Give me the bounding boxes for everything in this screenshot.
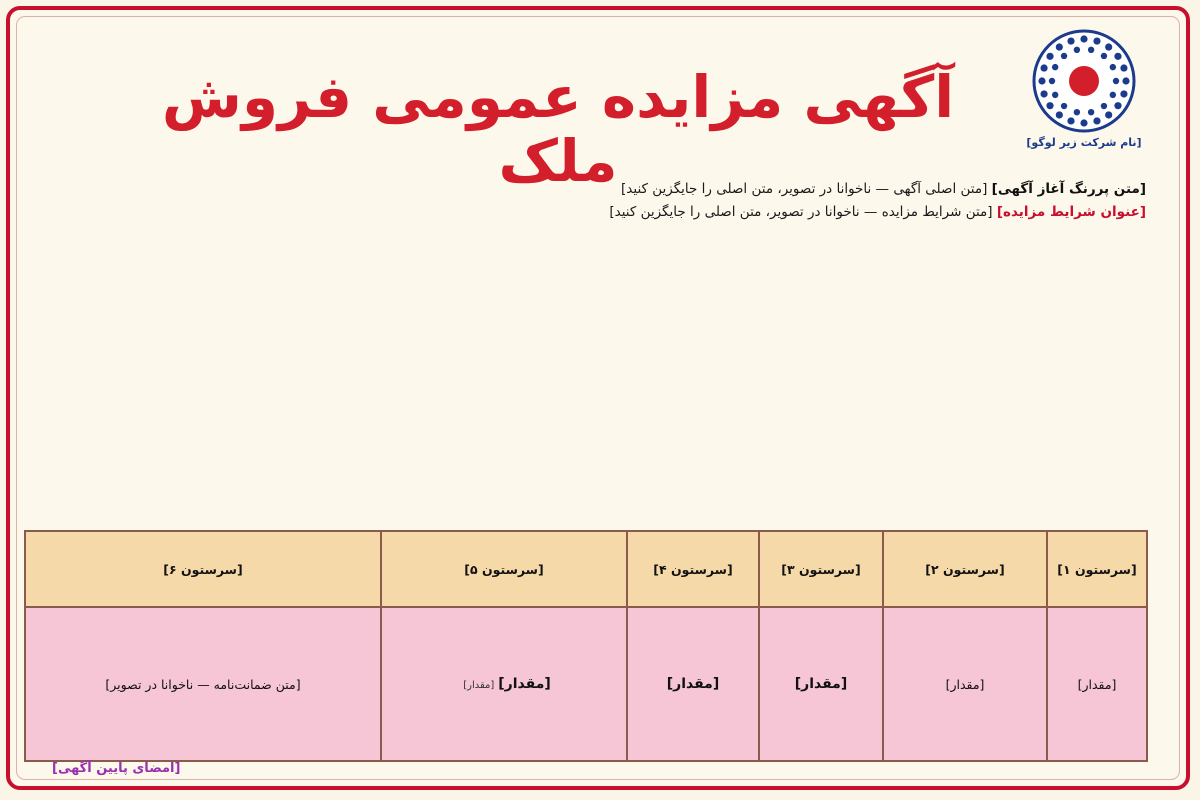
lead-text: [متن پررنگ آغاز آگهی]: [991, 181, 1146, 197]
cell-land-area: [مقدار]: [759, 607, 883, 761]
logo-caption: [نام شرکت زیر لوگو]: [1026, 136, 1142, 149]
cell-property-name: [مقدار]: [1047, 607, 1147, 761]
cell-address: [مقدار]: [883, 607, 1047, 761]
table-row: [25, 607, 1147, 761]
header-guarantee: [سرستون ۶]: [25, 531, 381, 607]
terms-paragraph: [50, 201, 1146, 224]
header-base-price: [سرستون ۵]: [381, 531, 627, 607]
table-header-row: [25, 531, 1147, 607]
base-price-note: [مقدار]: [463, 679, 495, 691]
cell-base-price: [381, 607, 627, 761]
cell-building-area: [مقدار]: [627, 607, 759, 761]
cell-guarantee: [متن ضمانت‌نامه — ناخوانا در تصویر]: [25, 607, 381, 761]
terms-text: [متن شرایط مزایده — ناخوانا در تصویر، متن اصلی را جایگزین کنید]: [609, 203, 993, 220]
notice-body: [50, 178, 1146, 514]
property-table: [24, 530, 1148, 762]
intro-paragraph: [50, 178, 1146, 201]
base-price-value: [مقدار]: [498, 675, 551, 692]
terms-label: [عنوان شرایط مزایده]: [996, 203, 1146, 220]
company-emblem-icon: [1031, 28, 1137, 134]
header-land-area: [سرستون ۳]: [759, 531, 883, 607]
notice-title: آگهی مزایده عمومی فروش ملک: [161, 63, 955, 195]
auction-notice: [6, 6, 1190, 790]
header-property-name: [سرستون ۱]: [1047, 531, 1147, 607]
header-building-area: [سرستون ۴]: [627, 531, 759, 607]
header-address: [سرستون ۲]: [883, 531, 1047, 607]
footer-signature: [امضای پایین آگهی]: [52, 761, 181, 776]
company-logo: [1024, 28, 1144, 168]
intro-text: [متن اصلی آگهی — ناخوانا در تصویر، متن اصلی را جایگزین کنید]: [621, 181, 988, 197]
